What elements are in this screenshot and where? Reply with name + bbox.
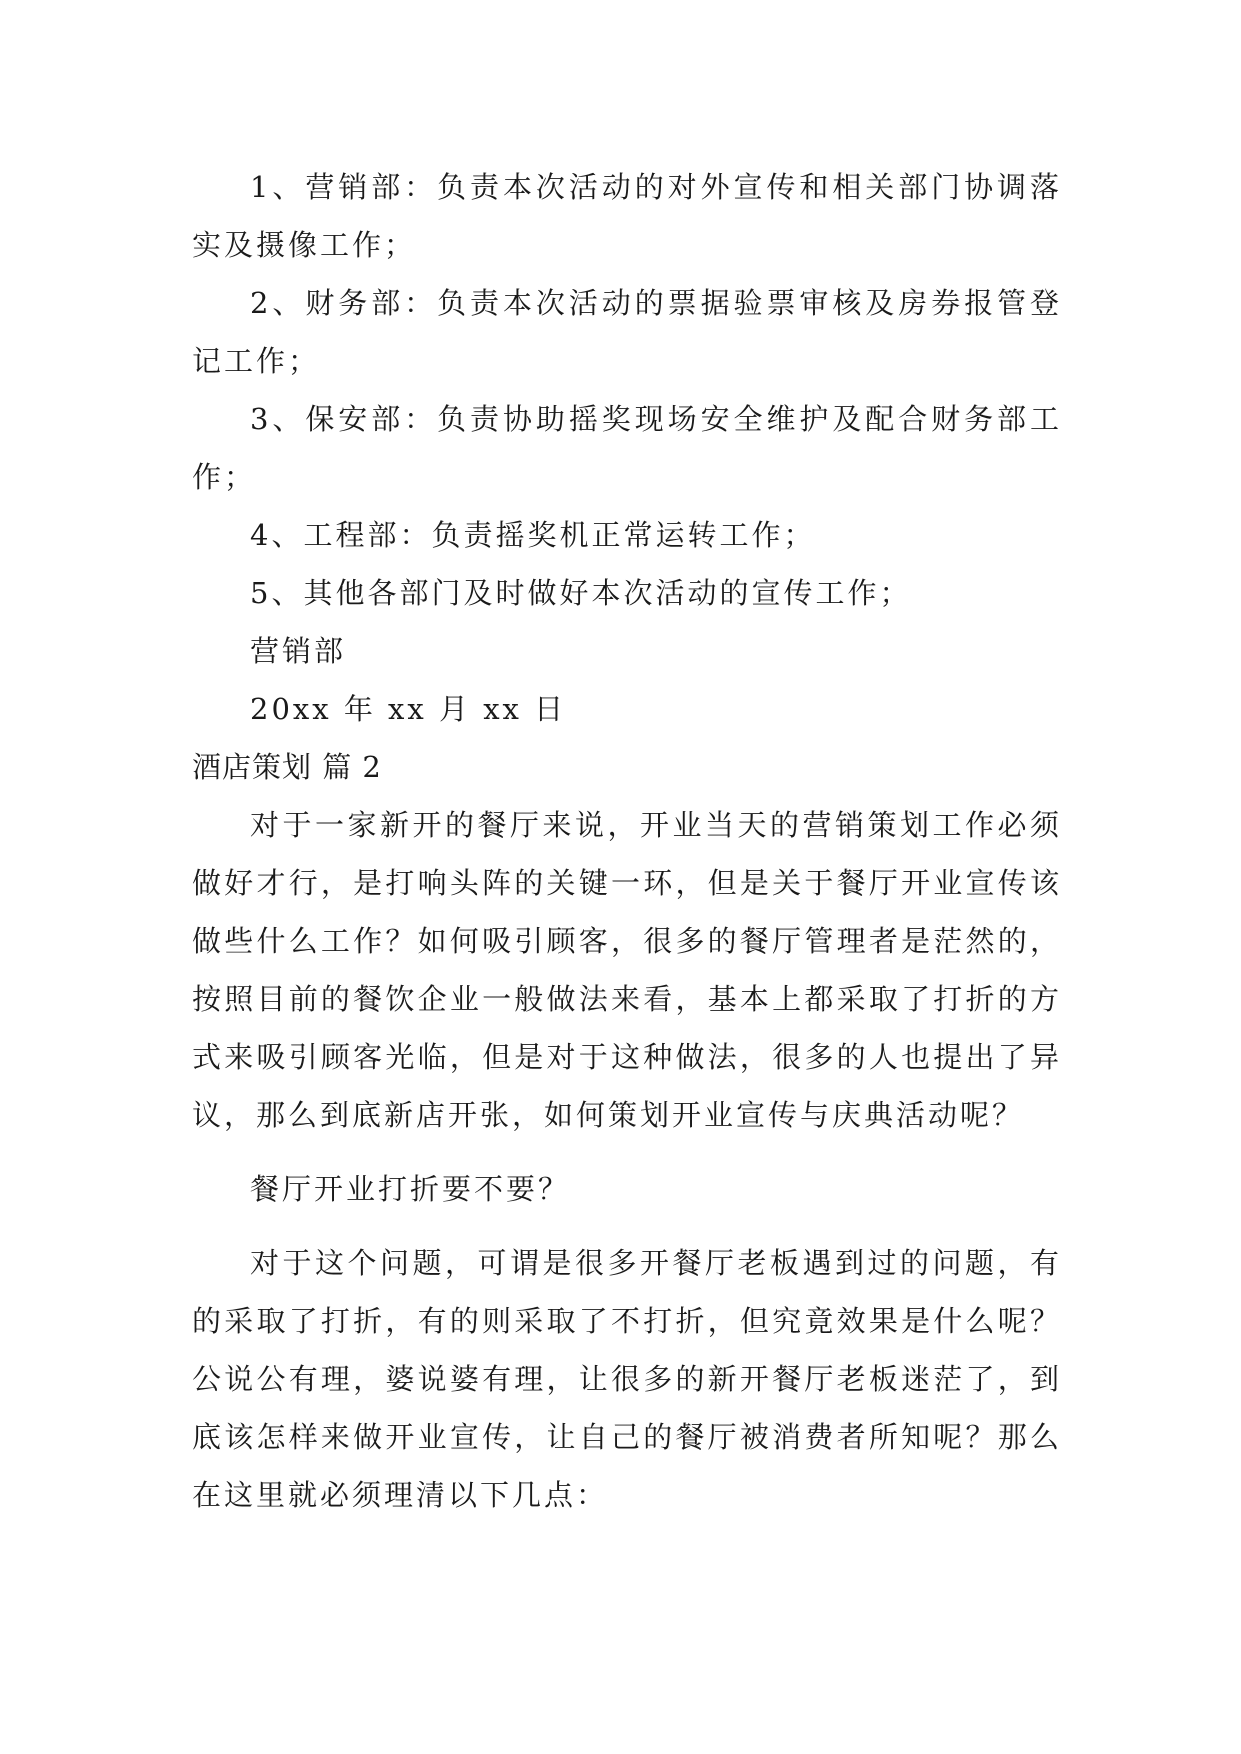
- paragraph-other-depts: 5、其他各部门及时做好本次活动的宣传工作；: [250, 576, 912, 610]
- signature-department: 营销部: [250, 634, 347, 668]
- paragraph-gap: [192, 1144, 1062, 1160]
- paragraph-finance-dept: 2、财务部：负责本次活动的票据验票审核及房券报管登记工作；: [192, 286, 1062, 378]
- document-body: [192, 158, 1062, 1524]
- paragraph-engineering-dept: 4、工程部：负责摇奖机正常运转工作；: [250, 518, 816, 552]
- paragraph-gap: [192, 1218, 1062, 1234]
- paragraph-security-dept: 3、保安部：负责协助摇奖现场安全维护及配合财务部工作；: [192, 402, 1062, 494]
- paragraph-marketing-dept: 1、营销部：负责本次活动的对外宣传和相关部门协调落实及摄像工作；: [192, 170, 1062, 262]
- section-title: 酒店策划 篇 2: [192, 750, 382, 784]
- paragraph-question: 餐厅开业打折要不要？: [250, 1172, 571, 1206]
- paragraph-intro: 对于一家新开的餐厅来说，开业当天的营销策划工作必须做好才行，是打响头阵的关键一环，但是关于餐厅开业宣传该做些什么工作？如何吸引顾客，很多的餐厅管理者是茫然的，按照目前的餐饮企业一般做法来看，基本上都采取了打折的方式来吸引顾客光临，但是对于这种做法，很多的人也提出了异议，那么到底新店开张，如何策划开业宣传与庆典活动呢？: [192, 808, 1062, 1132]
- paragraph-discussion: 对于这个问题，可谓是很多开餐厅老板遇到过的问题，有的采取了打折，有的则采取了不打折，但究竟效果是什么呢？公说公有理，婆说婆有理，让很多的新开餐厅老板迷茫了，到底该怎样来做开业宣传，让自己的餐厅被消费者所知呢？那么在这里就必须理清以下几点：: [192, 1246, 1062, 1512]
- signature-date: 20xx 年 xx 月 xx 日: [250, 692, 567, 726]
